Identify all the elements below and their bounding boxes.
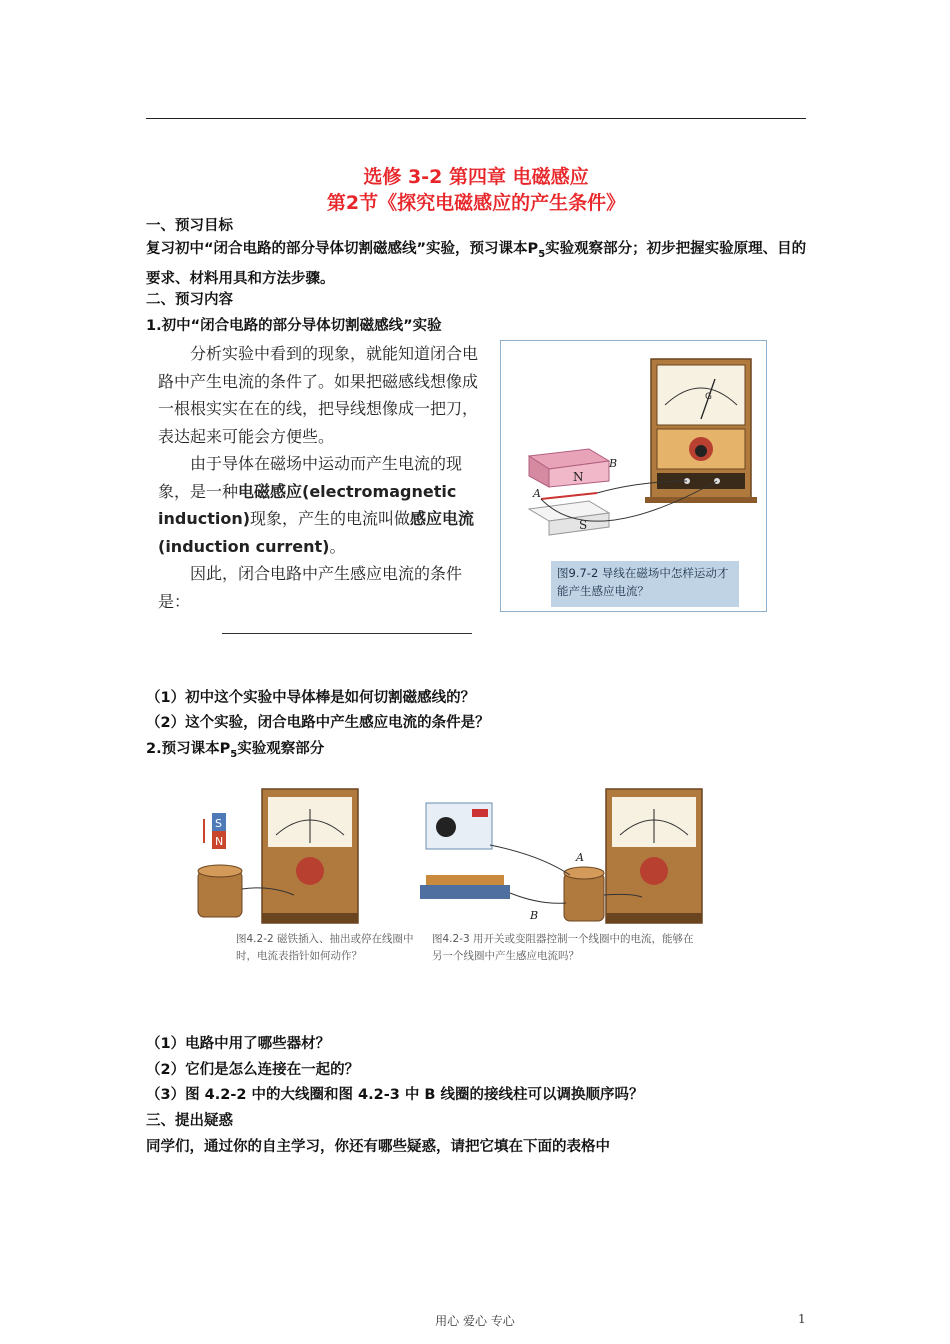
question-4: （2）它们是怎么连接在一起的？	[146, 1062, 360, 1078]
svg-text:N: N	[573, 470, 584, 484]
item1-title: 1.初中“闭合电路的部分导体切割磁感线”实验	[146, 318, 442, 334]
coil-experiments-illustration	[190, 785, 710, 930]
excerpt-blank-line	[158, 615, 488, 643]
figure1-box	[500, 340, 767, 612]
doc-title-line1: 选修 3-2 第四章 电磁感应	[363, 166, 589, 188]
item2-title: 2.预习课本$P_5$实验观察部分	[146, 741, 325, 760]
svg-text:B: B	[530, 909, 539, 922]
page-footer: 用心 爱心 专心	[435, 1314, 515, 1328]
svg-text:N: N	[215, 835, 224, 848]
galvanometer-magnet-illustration	[501, 341, 766, 556]
section1-heading: 一、预习目标	[146, 218, 233, 234]
figure1-caption: 图9.7-2 导线在磁场中怎样运动才能产生感应电流？	[551, 561, 739, 607]
excerpt-p3: 因此，闭合电路中产生感应电流的条件是：	[158, 564, 463, 611]
svg-text:A: A	[576, 851, 584, 864]
svg-text:S: S	[579, 518, 588, 532]
excerpt-p2: 由于导体在磁场中运动而产生电流的现象，是一种电磁感应(electromagnetic induction)现象，产生的电流叫做感应电流(induction current)。	[158, 454, 475, 556]
textbook-excerpt	[158, 340, 488, 643]
page-number: 1	[798, 1312, 806, 1326]
question-1: （1）初中这个实验中导体棒是如何切割磁感线的？	[146, 690, 476, 706]
excerpt-p1: 分析实验中看到的现象，就能知道闭合电路中产生电流的条件了。如果把磁感线想像成一根根实实在在的线，把导线想像成一把刀，表达起来可能会方便些。	[158, 344, 479, 446]
section3-heading: 三、提出疑惑	[146, 1113, 233, 1129]
figure2-left-caption: 图4.2-2 磁铁插入、抽出或停在线圈中时，电流表指针如何动作？	[236, 933, 414, 962]
header-rule	[146, 118, 806, 119]
figure2-illustrations	[190, 785, 710, 980]
svg-text:A: A	[533, 487, 541, 500]
svg-text:S: S	[215, 817, 222, 830]
section2-heading: 二、预习内容	[146, 292, 233, 308]
figure2-right-caption: 图4.2-3 用开关或变阻器控制一个线圈中的电流，能够在另一个线圈中产生感应电流吗？	[432, 933, 694, 962]
section1-body: 复习初中“闭合电路的部分导体切割磁感线”实验，预习课本$P_5$实验观察部分；初步把握实验原理、目的要求、材料用具和方法步骤。	[146, 241, 807, 287]
question-2: （2）这个实验，闭合电路中产生感应电流的条件是？	[146, 715, 490, 731]
svg-text:G: G	[705, 392, 712, 402]
svg-text:B: B	[609, 457, 618, 470]
question-5: （3）图 4.2-2 中的大线圈和图 4.2-3 中 B 线圈的接线柱可以调换顺序吗？	[146, 1087, 644, 1103]
question-3: （1）电路中用了哪些器材？	[146, 1036, 331, 1052]
section3-body: 同学们，通过你的自主学习，你还有哪些疑惑，请把它填在下面的表格中	[146, 1139, 610, 1155]
doc-title-line2: 第2节《探究电磁感应的产生条件》	[326, 192, 626, 214]
